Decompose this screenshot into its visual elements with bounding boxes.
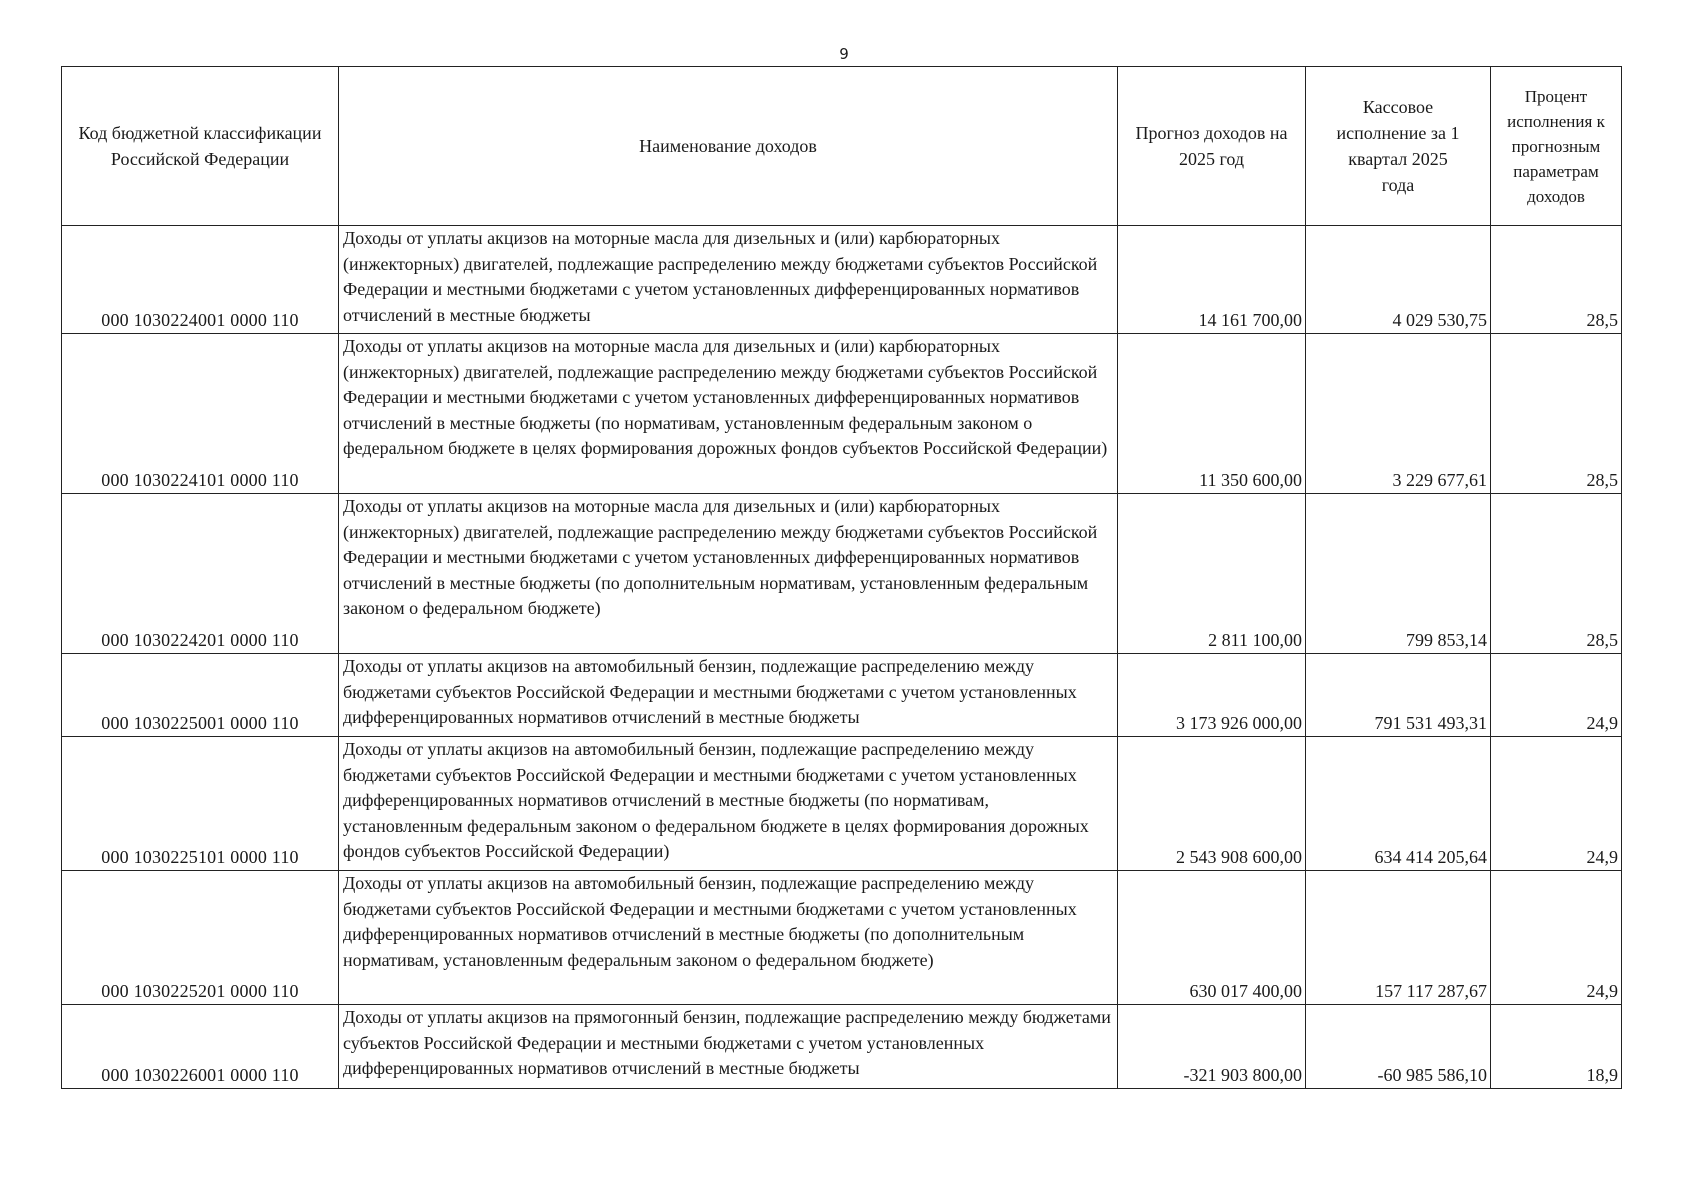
table-row bbox=[62, 737, 1622, 871]
table-row bbox=[62, 871, 1622, 1005]
row-percent: 24,9 bbox=[1491, 737, 1622, 871]
table-row bbox=[62, 226, 1622, 334]
row-name: Доходы от уплаты акцизов на автомобильный бензин, подлежащие распределению между бюджетами субъектов Российской Федерации и местными бюджетами с учетом установленных дифференцированных нормативов отчислений в местные бюджеты (по дополнительным нормативам, установленным федеральным законом о федеральном бюджете) bbox=[339, 871, 1118, 1005]
header-forecast: Прогноз доходов на 2025 год bbox=[1118, 67, 1306, 226]
row-code: 000 1030225101 0000 110 bbox=[62, 737, 339, 871]
row-cash: 799 853,14 bbox=[1306, 494, 1491, 654]
row-forecast: 11 350 600,00 bbox=[1118, 334, 1306, 494]
row-percent: 28,5 bbox=[1491, 334, 1622, 494]
row-percent: 28,5 bbox=[1491, 226, 1622, 334]
row-name: Доходы от уплаты акцизов на прямогонный бензин, подлежащие распределению между бюджетами субъектов Российской Федерации и местными бюджетами с учетом установленных дифференцированных нормативов отчислений в местные бюджеты bbox=[339, 1005, 1118, 1089]
table-row bbox=[62, 654, 1622, 737]
row-cash: 3 229 677,61 bbox=[1306, 334, 1491, 494]
row-cash: 157 117 287,67 bbox=[1306, 871, 1491, 1005]
row-percent: 28,5 bbox=[1491, 494, 1622, 654]
row-name: Доходы от уплаты акцизов на автомобильный бензин, подлежащие распределению между бюджетами субъектов Российской Федерации и местными бюджетами с учетом установленных дифференцированных нормативов отчислений в местные бюджеты (по нормативам, установленным федеральным законом о федеральном бюджете в целях формирования дорожных фондов субъектов Российской Федерации) bbox=[339, 737, 1118, 871]
row-name: Доходы от уплаты акцизов на автомобильный бензин, подлежащие распределению между бюджетами субъектов Российской Федерации и местными бюджетами с учетом установленных дифференцированных нормативов отчислений в местные бюджеты bbox=[339, 654, 1118, 737]
row-name: Доходы от уплаты акцизов на моторные масла для дизельных и (или) карбюраторных (инжекторных) двигателей, подлежащие распределению между бюджетами субъектов Российской Федерации и местными бюджетами с учетом установленных дифференцированных нормативов отчислений в местные бюджеты (по дополнительным нормативам, установленным федеральным законом о федеральном бюджете) bbox=[339, 494, 1118, 654]
header-cash: Кассовое исполнение за 1 квартал 2025 года bbox=[1306, 67, 1491, 226]
header-code: Код бюджетной классификации Российской Федерации bbox=[62, 67, 339, 226]
header-name: Наименование доходов bbox=[339, 67, 1118, 226]
row-forecast: 14 161 700,00 bbox=[1118, 226, 1306, 334]
table-row bbox=[62, 1005, 1622, 1089]
row-cash: -60 985 586,10 bbox=[1306, 1005, 1491, 1089]
revenue-table bbox=[61, 66, 1622, 1089]
table-row bbox=[62, 494, 1622, 654]
table-row bbox=[62, 334, 1622, 494]
row-cash: 791 531 493,31 bbox=[1306, 654, 1491, 737]
row-code: 000 1030225201 0000 110 bbox=[62, 871, 339, 1005]
page-number: 9 bbox=[839, 45, 849, 63]
row-forecast: -321 903 800,00 bbox=[1118, 1005, 1306, 1089]
row-name: Доходы от уплаты акцизов на моторные масла для дизельных и (или) карбюраторных (инжекторных) двигателей, подлежащие распределению между бюджетами субъектов Российской Федерации и местными бюджетами с учетом установленных дифференцированных нормативов отчислений в местные бюджеты bbox=[339, 226, 1118, 334]
row-forecast: 3 173 926 000,00 bbox=[1118, 654, 1306, 737]
row-percent: 18,9 bbox=[1491, 1005, 1622, 1089]
row-forecast: 630 017 400,00 bbox=[1118, 871, 1306, 1005]
row-forecast: 2 811 100,00 bbox=[1118, 494, 1306, 654]
row-cash: 4 029 530,75 bbox=[1306, 226, 1491, 334]
row-percent: 24,9 bbox=[1491, 871, 1622, 1005]
row-cash: 634 414 205,64 bbox=[1306, 737, 1491, 871]
row-code: 000 1030224001 0000 110 bbox=[62, 226, 339, 334]
table-header bbox=[62, 67, 1622, 226]
table-body bbox=[62, 226, 1622, 1089]
row-code: 000 1030225001 0000 110 bbox=[62, 654, 339, 737]
row-code: 000 1030224201 0000 110 bbox=[62, 494, 339, 654]
row-code: 000 1030226001 0000 110 bbox=[62, 1005, 339, 1089]
row-forecast: 2 543 908 600,00 bbox=[1118, 737, 1306, 871]
row-percent: 24,9 bbox=[1491, 654, 1622, 737]
row-name: Доходы от уплаты акцизов на моторные масла для дизельных и (или) карбюраторных (инжекторных) двигателей, подлежащие распределению между бюджетами субъектов Российской Федерации и местными бюджетами с учетом установленных дифференцированных нормативов отчислений в местные бюджеты (по нормативам, установленным федеральным законом о федеральном бюджете в целях формирования дорожных фондов субъектов Российской Федерации) bbox=[339, 334, 1118, 494]
row-code: 000 1030224101 0000 110 bbox=[62, 334, 339, 494]
header-percent: Процент исполнения к прогнозным параметрам доходов bbox=[1491, 67, 1622, 226]
